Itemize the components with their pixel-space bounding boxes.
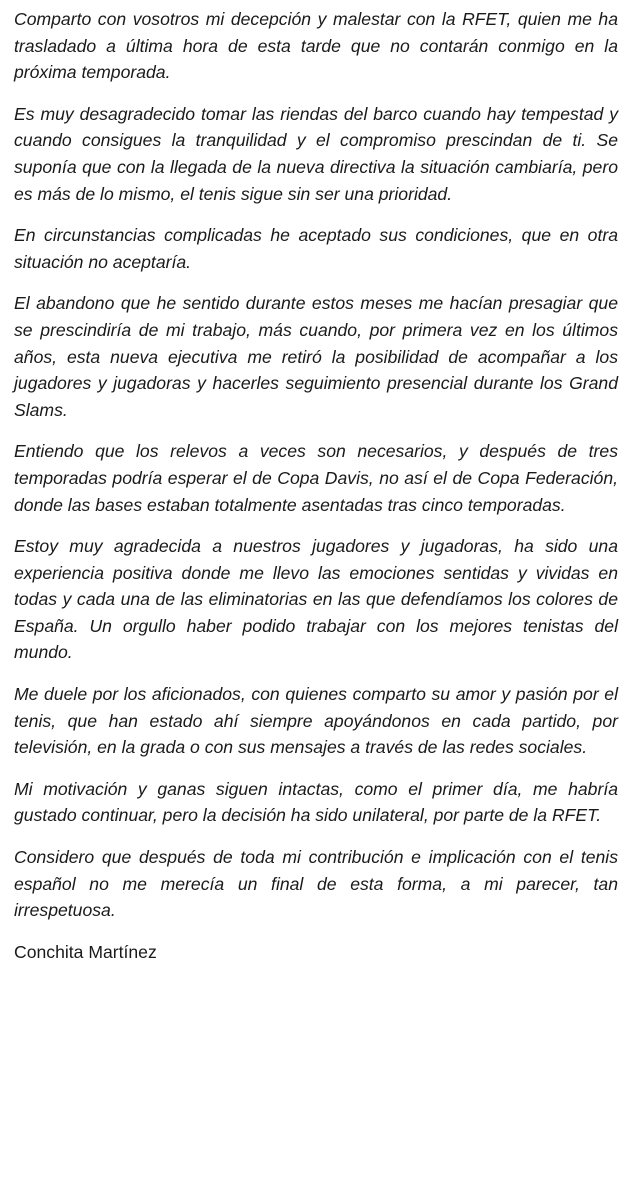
paragraph-5: Entiendo que los relevos a veces son necesarios, y después de tres temporadas podría esperar el de Copa Davis, no así el de Copa Federación, donde las bases estaban totalmente asentadas tras cinco temporadas. [14,441,618,515]
paragraph-4: El abandono que he sentido durante estos meses me hacían presagiar que se prescindiría de mi trabajo, más cuando, por primera vez en los últimos años, esta nueva ejecutiva me retiró la posibilidad de acompañar a los jugadores y jugadoras y hacerles seguimiento presencial durante los Grand Slams. [14,293,618,420]
paragraph-8: Mi motivación y ganas siguen intactas, como el primer día, me habría gustado continuar, pero la decisión ha sido unilateral, por parte de la RFET. [14,778,618,826]
paragraph-1: Comparto con vosotros mi decepción y malestar con la RFET, quien me ha trasladado a última hora de esta tarde que no contarán conmigo en la próxima temporada. [14,9,618,83]
paragraph-7: Me duele por los aficionados, con quienes comparto su amor y pasión por el tenis, que han estado ahí siempre apoyándonos en cada partido, por televisión, en la grada o con sus mensajes a través de las redes sociales. [14,684,618,758]
paragraph-2: Es muy desagradecido tomar las riendas del barco cuando hay tempestad y cuando consigues la tranquilidad y el compromiso prescindan de ti. Se suponía que con la llegada de la nueva directiva la situación cambiaría, pero es más de lo mismo, el tenis sigue sin ser una prioridad. [14,103,618,204]
paragraph-9: Considero que después de toda mi contribución e implicación con el tenis español no me merecía un final de esta forma, a mi parecer, tan irrespetuosa. [14,847,618,921]
paragraph-3: En circunstancias complicadas he aceptado sus condiciones, que en otra situación no aceptaría. [14,225,618,272]
paragraph-6: Estoy muy agradecida a nuestros jugadores y jugadoras, ha sido una experiencia positiva donde me llevo las emociones sentidas y vividas en todas y cada una de las eliminatorias en las que defendíamos los colores de España. Un orgullo haber podido trabajar con los mejores tenistas del mundo. [14,536,618,663]
signature: Conchita Martínez [14,941,157,962]
